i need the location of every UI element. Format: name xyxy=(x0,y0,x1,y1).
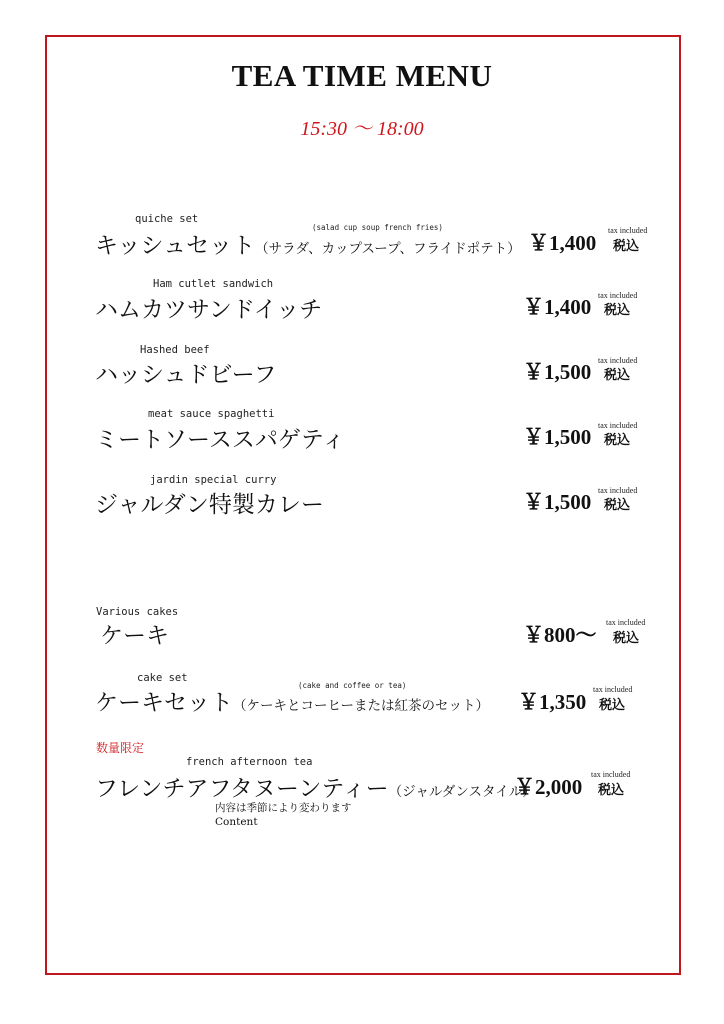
item-price: ￥1,350 xyxy=(518,690,587,714)
item-japanese-name: フレンチアフタヌーンティー（ジャルダンスタイル） xyxy=(95,776,536,802)
item-japanese-detail: （ケーキとコーヒーまたは紅茶のセット） xyxy=(233,698,489,714)
item-japanese-detail: （サラダ、カップスープ、フライドポテト） xyxy=(255,241,521,257)
tax-included-jp: 税込 xyxy=(604,303,631,318)
tax-included-label: tax included xyxy=(598,421,638,430)
item-price: ￥1,400 xyxy=(528,231,597,255)
item-english-name: meat sauce spaghetti xyxy=(148,408,275,420)
item-price: ￥800〜 xyxy=(523,623,597,647)
tax-included-label: tax included xyxy=(598,291,638,300)
item-english-detail: (cake and coffee or tea) xyxy=(298,681,407,690)
item-price: ￥1,500 xyxy=(523,425,592,449)
item-japanese-name: ケーキ xyxy=(100,623,169,649)
tax-included-label: tax included xyxy=(591,770,631,779)
item-japanese-name: ケーキセット（ケーキとコーヒーまたは紅茶のセット） xyxy=(95,690,489,716)
tax-included-jp: 税込 xyxy=(613,239,640,254)
item-japanese-name: ジャルダン特製カレー xyxy=(95,492,324,518)
item-japanese-detail: （ジャルダンスタイル） xyxy=(388,784,536,800)
item-japanese-name: ハッシュドビーフ xyxy=(95,362,277,388)
item-english-name: jardin special curry xyxy=(150,474,277,486)
item-price: ￥2,000 xyxy=(514,775,583,799)
service-hours: 15:30 〜 18:00 xyxy=(300,118,424,140)
tax-included-jp: 税込 xyxy=(604,368,631,383)
item-price: ￥1,500 xyxy=(523,490,592,514)
item-japanese-name: ハムカツサンドイッチ xyxy=(95,297,323,323)
tax-included-label: tax included xyxy=(593,685,633,694)
tax-included-label: tax included xyxy=(598,356,638,365)
menu-title: TEA TIME MENU xyxy=(231,58,493,93)
item-japanese-name: キッシュセット（サラダ、カップスープ、フライドポテト） xyxy=(95,233,521,259)
tax-included-jp: 税込 xyxy=(604,433,631,448)
item-english-name: Hashed beef xyxy=(140,344,210,356)
item-japanese-name: ミートソーススパゲティ xyxy=(95,427,346,453)
tax-included-jp: 税込 xyxy=(599,698,626,713)
content-note-english: Content xyxy=(215,816,258,828)
item-price: ￥1,400 xyxy=(523,295,592,319)
item-english-name: french afternoon tea xyxy=(186,756,313,768)
tax-included-jp: 税込 xyxy=(598,783,625,798)
item-english-name: Ham cutlet sandwich xyxy=(153,278,274,290)
tax-included-label: tax included xyxy=(598,486,638,495)
tax-included-label: tax included xyxy=(606,618,646,627)
tax-included-jp: 税込 xyxy=(604,498,631,513)
limited-quantity-label: 数量限定 xyxy=(96,741,145,755)
item-price: ￥1,500 xyxy=(523,360,592,384)
item-english-detail: (salad cup soup french fries) xyxy=(312,223,443,232)
seasonal-content-note: 内容は季節により変わります xyxy=(215,802,352,814)
tax-included-jp: 税込 xyxy=(613,631,640,646)
tax-included-label: tax included xyxy=(608,226,648,235)
item-english-name: Various cakes xyxy=(96,606,179,618)
item-english-name: cake set xyxy=(137,672,188,684)
item-english-name: quiche set xyxy=(135,213,199,225)
